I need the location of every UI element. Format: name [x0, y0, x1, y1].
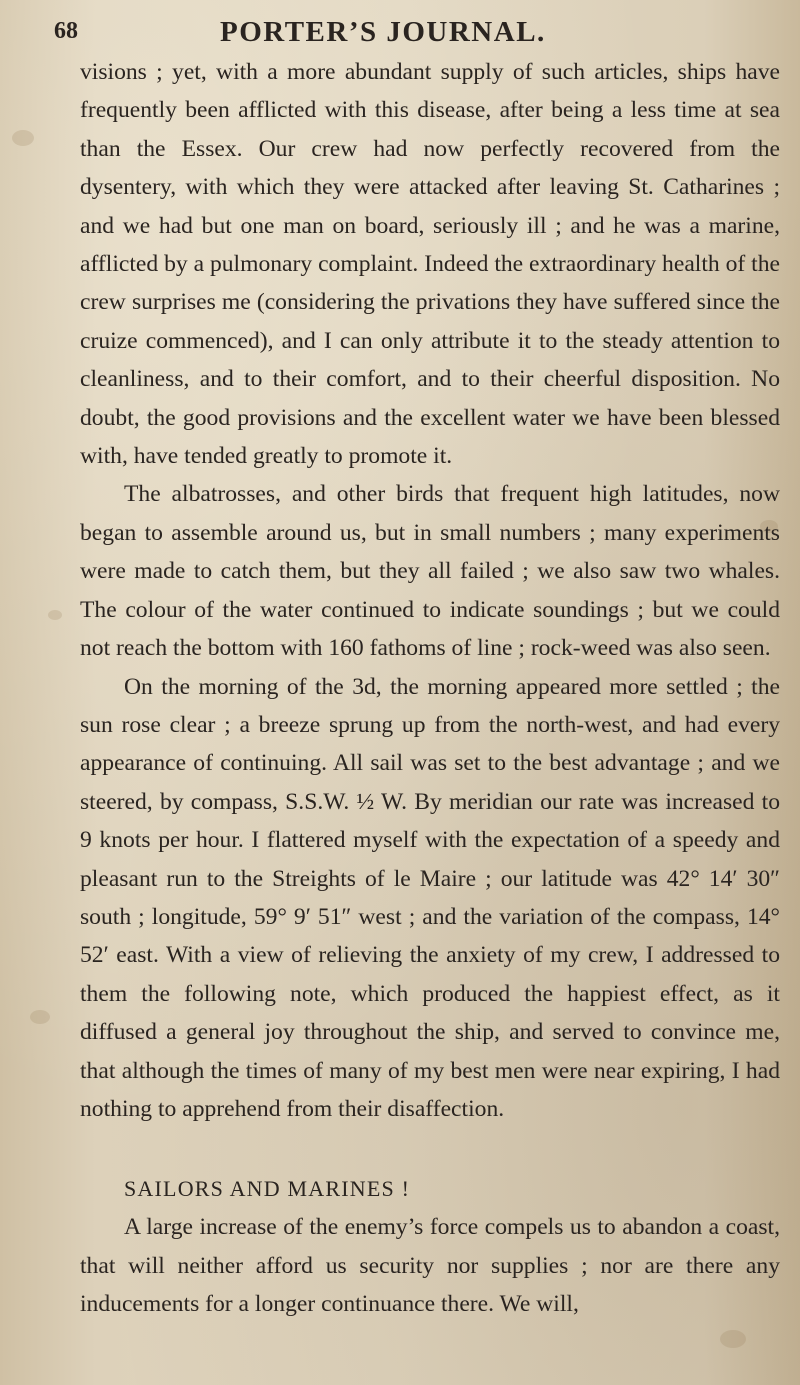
page-header: [40, 6, 740, 56]
note-body: A large increase of the enemy’s force compels us to abandon a coast, that will neither afford us security nor supplies ; nor are there any inducements for a longer continuance there. We will,: [80, 1214, 780, 1318]
body-text: [80, 53, 780, 1324]
foxing-spot: [720, 1330, 746, 1348]
paragraph-birds: The albatrosses, and other birds that frequent high latitudes, now began to assemble around us, but in small numbers ; many experiments were made to catch them, but they all failed ; we also saw two whales. The colour of the water continued to indicate soundings ; but we could not reach the bottom with 160 fathoms of line ; rock-weed was also seen.: [80, 481, 780, 662]
section-gap: [80, 1128, 780, 1170]
running-title: PORTER’S JOURNAL.: [220, 16, 546, 48]
paragraph-continued: visions ; yet, with a more abundant supply of such articles, ships have frequently been afflicted with this disease, after being a less time at sea than the Essex. Our crew had now perfectly recovered from the dysentery, with which they were attacked after leaving St. Catharines ; and we had but one man on board, seriously ill ; and he was a marine, afflicted by a pulmonary complaint. Indeed the extraordinary health of the crew surprises me (considering the privations they have suffered since the cruize commenced), and I can only attribute it to the steady attention to cleanliness, and to their comfort, and to their cheerful disposition. No doubt, the good provisions and the excellent water we have been blessed with, have tended greatly to promote it.: [80, 59, 780, 470]
foxing-spot: [12, 130, 34, 146]
foxing-spot: [30, 1010, 50, 1024]
note-salutation: SAILORS AND MARINES !: [124, 1176, 411, 1202]
page-number: 68: [54, 18, 78, 44]
paragraph-third-day: On the morning of the 3d, the morning appeared more settled ; the sun rose clear ; a breeze sprung up from the north-west, and had every appearance of continuing. All sail was set to the best advantage ; and we steered, by compass, S.S.W. ½ W. By meridian our rate was increased to 9 knots per hour. I flattered myself with the expectation of a speedy and pleasant run to the Streights of le Maire ; our latitude was 42° 14′ 30″ south ; longitude, 59° 9′ 51″ west ; and the variation of the compass, 14° 52′ east. With a view of relieving the anxiety of my crew, I addressed to them the following note, which produced the happiest effect, as it diffused a general joy throughout the ship, and served to convince me, that although the times of many of my best men were near expiring, I had nothing to apprehend from their disaffection.: [80, 673, 780, 1122]
foxing-spot: [48, 610, 62, 620]
